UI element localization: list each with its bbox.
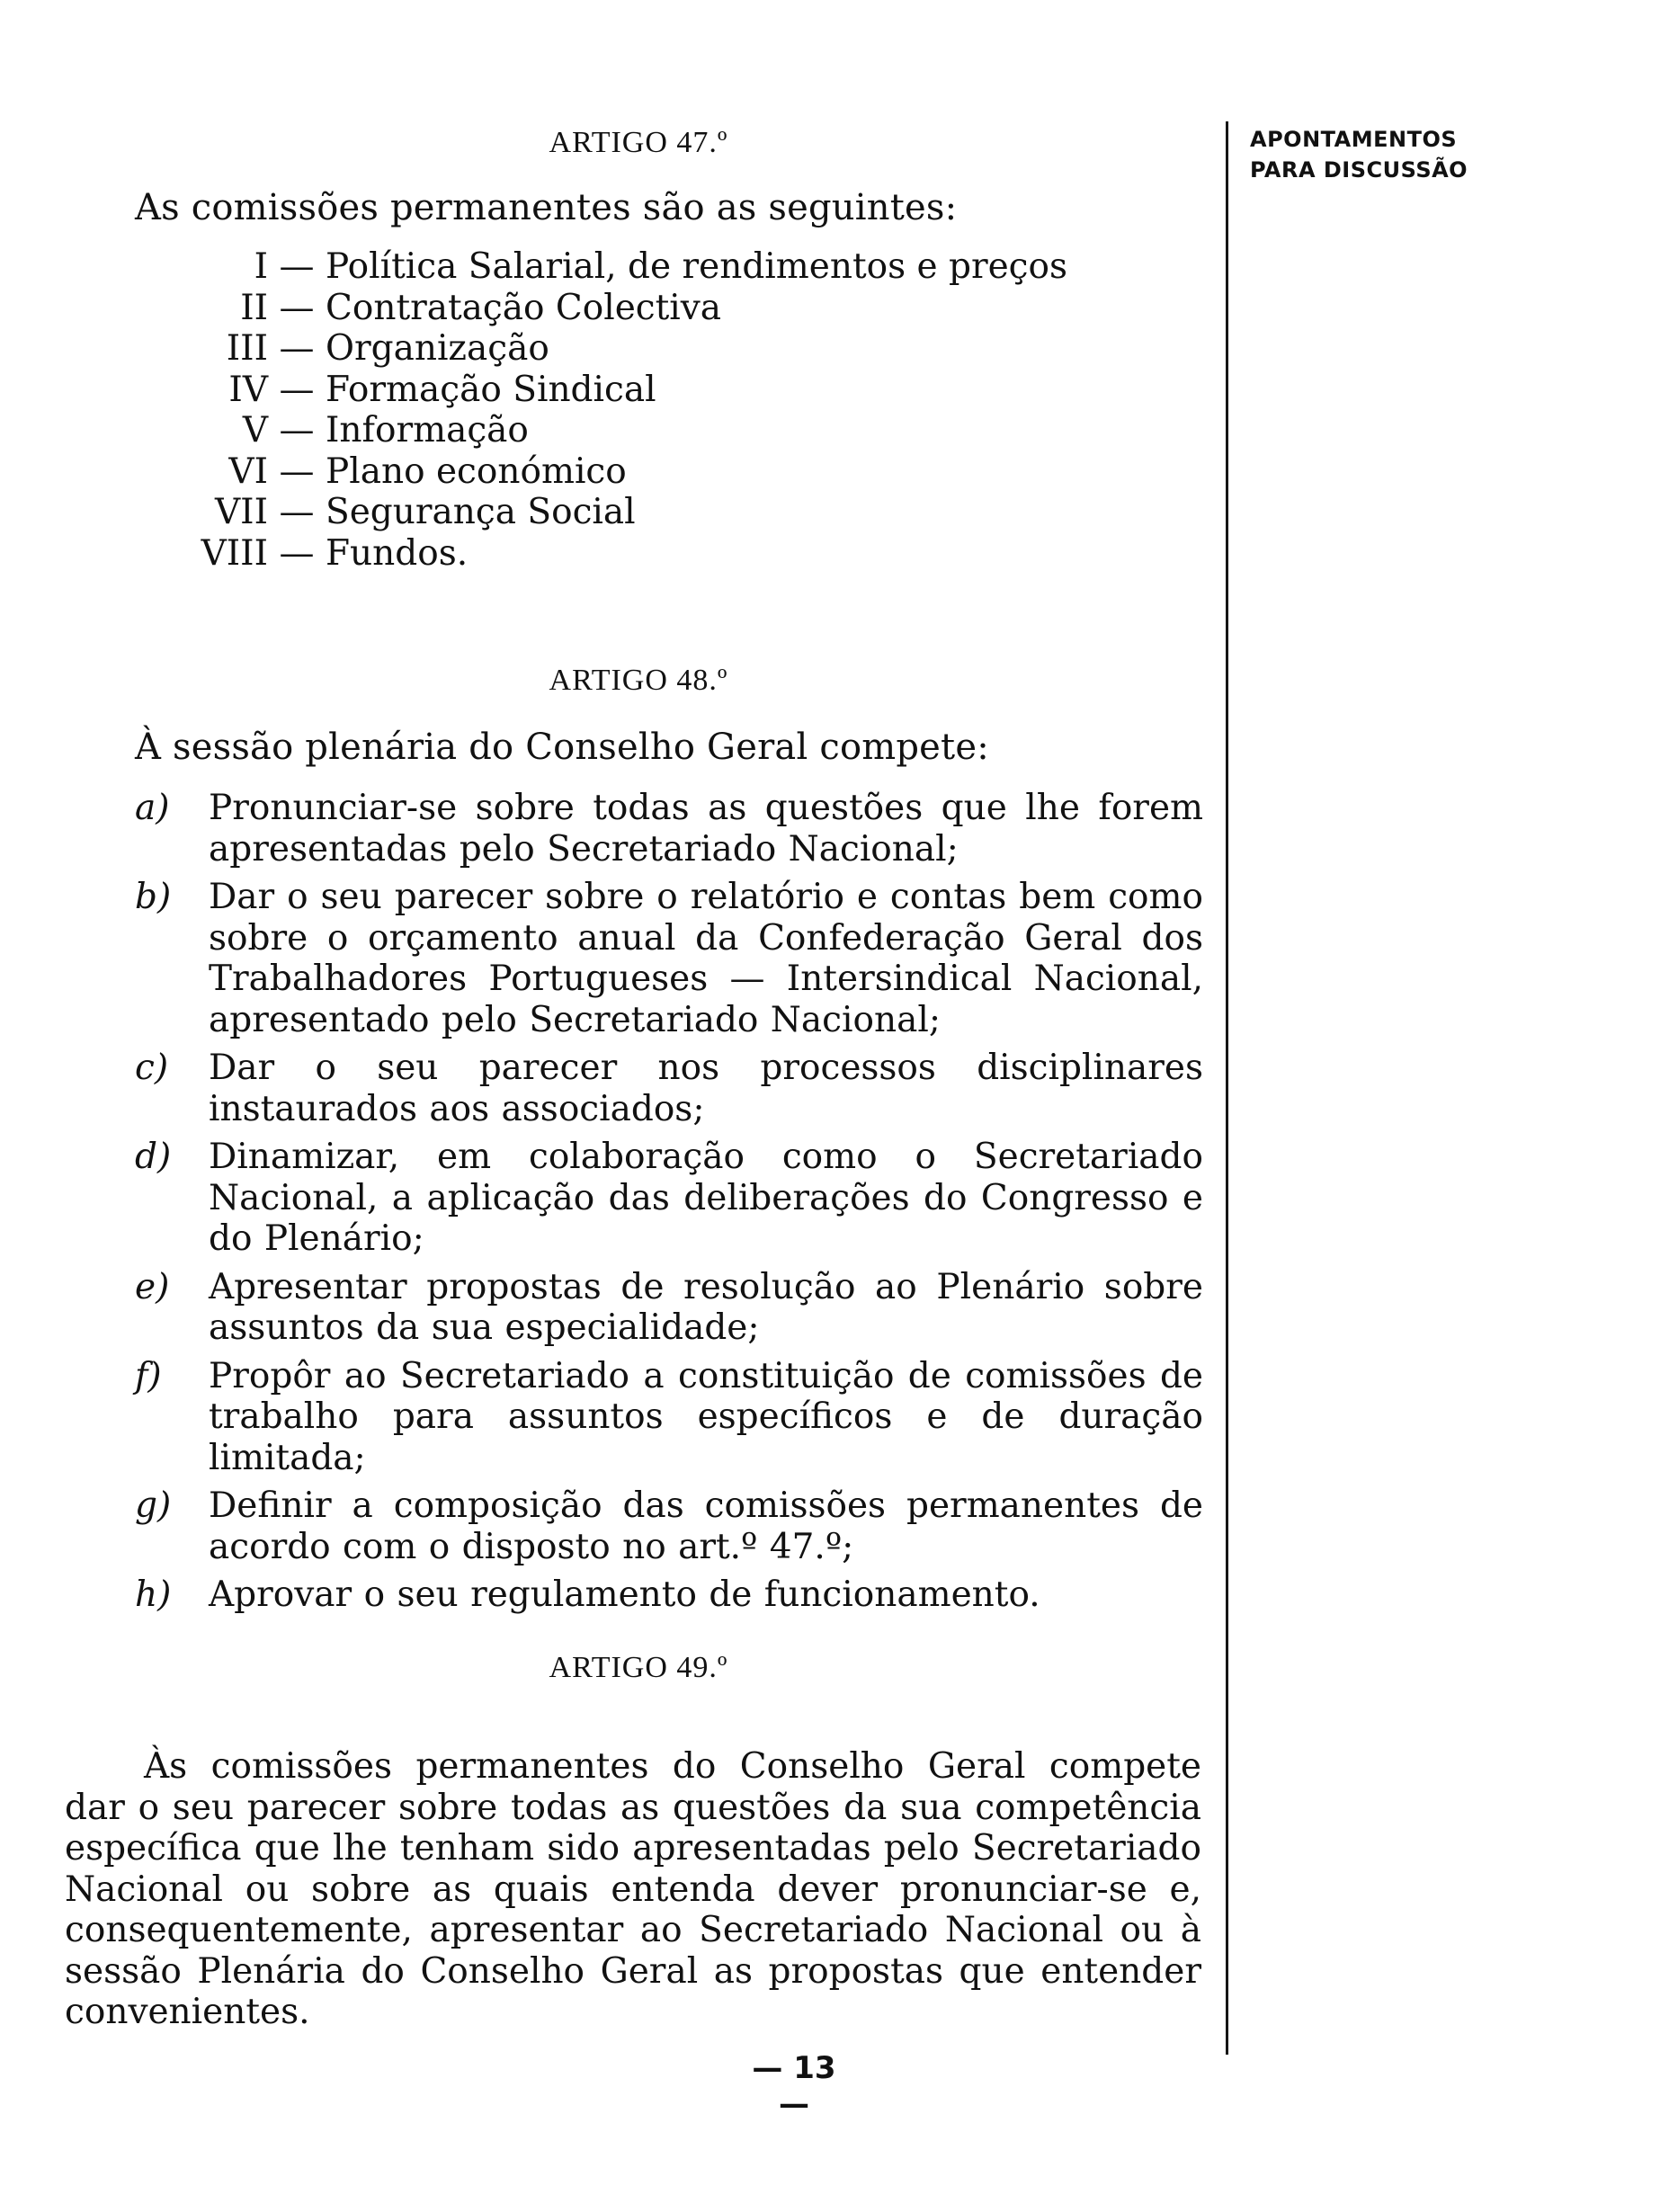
list-item: [135, 246, 1067, 288]
item-text: Propôr ao Secretariado a constituição de comissões de trabalho para assuntos específicos e de duração limitada;: [209, 1355, 1203, 1478]
item-text: Fundos.: [326, 532, 469, 574]
dash: —: [279, 287, 315, 328]
artigo-48-heading: ARTIGO 48.º: [549, 664, 728, 697]
dash: —: [279, 246, 315, 287]
list-item: [135, 328, 1067, 370]
dash: —: [279, 369, 315, 410]
dash: —: [279, 532, 315, 574]
list-item: [135, 877, 1203, 1040]
list-item: [135, 1485, 1203, 1567]
artigo-47-list: [135, 246, 1067, 574]
artigo-48-lead: À sessão plenária do Conselho Geral compete:: [135, 727, 989, 768]
roman-numeral: V: [242, 410, 268, 450]
roman-numeral: VII: [215, 492, 268, 532]
dash: —: [279, 410, 315, 450]
artigo-47-heading: ARTIGO 47.º: [549, 126, 728, 159]
roman-numeral: I: [254, 246, 268, 287]
margin-note: [1250, 124, 1468, 185]
artigo-47-lead: As comissões permanentes são as seguintes:: [135, 187, 958, 228]
item-text: Segurança Social: [326, 492, 636, 532]
list-item: [135, 492, 1067, 533]
item-label: c): [135, 1048, 169, 1088]
margin-note-line-1: APONTAMENTOS: [1250, 127, 1458, 152]
item-label: b): [135, 877, 172, 917]
page-number: — 13 —: [752, 2050, 836, 2122]
margin-note-line-2: PARA DISCUSSÃO: [1250, 157, 1468, 183]
roman-numeral: III: [226, 328, 268, 369]
item-text: Contratação Colectiva: [326, 287, 722, 328]
item-label: a): [135, 788, 170, 828]
item-text: Informação: [326, 410, 529, 450]
roman-numeral: VI: [228, 450, 268, 492]
list-item: [135, 788, 1203, 870]
item-text: Plano económico: [326, 450, 627, 492]
item-text: Aprovar o seu regulamento de funcionamento.: [209, 1574, 1040, 1615]
roman-numeral: II: [240, 287, 268, 328]
list-item: [135, 1137, 1203, 1260]
item-text: Dinamizar, em colaboração como o Secretariado Nacional, a aplicação das deliberações do Congresso e do Plenário;: [209, 1137, 1203, 1259]
item-label: d): [135, 1137, 172, 1177]
list-item: [135, 288, 1067, 329]
artigo-49-heading: ARTIGO 49.º: [549, 1651, 728, 1684]
item-label: e): [135, 1266, 170, 1307]
list-item: [135, 1574, 1203, 1616]
dash: —: [279, 328, 315, 369]
item-text: Definir a composição das comissões permanentes de acordo com o disposto no art.º 47.º;: [209, 1485, 1203, 1567]
roman-numeral: IV: [228, 369, 268, 410]
dash: —: [279, 492, 315, 532]
artigo-48-list: [135, 788, 1203, 1623]
dash: —: [279, 450, 315, 492]
item-label: g): [135, 1485, 172, 1526]
list-item: [135, 1356, 1203, 1479]
item-text: Política Salarial, de rendimentos e preços: [326, 246, 1068, 287]
list-item: [135, 1048, 1203, 1129]
item-text: Organização: [326, 328, 549, 369]
list-item: [135, 410, 1067, 451]
list-item: [135, 370, 1067, 411]
item-text: Dar o seu parecer sobre o relatório e contas bem como sobre o orçamento anual da Confederação Geral dos Trabalhadores Portugueses — Intersindical Nacional, apresentado pelo Secretariado Nacional;: [209, 877, 1203, 1040]
item-text: Formação Sindical: [326, 369, 656, 410]
item-label: f): [135, 1355, 162, 1396]
item-text: Dar o seu parecer nos processos disciplinares instaurados aos associados;: [209, 1048, 1203, 1129]
artigo-49-paragraph: Às comissões permanentes do Conselho Geral compete dar o seu parecer sobre todas as questões da sua competência específica que lhe tenham sido apresentadas pelo Secretariado Nacional ou sobre as quais entenda dever pronunciar-se e, consequentemente, apresentar ao Secretariado Nacional ou à sessão Plenária do Conselho Geral as propostas que entender convenientes.: [65, 1746, 1201, 2032]
roman-numeral: VIII: [201, 532, 268, 574]
item-label: h): [135, 1574, 172, 1615]
item-text: Pronunciar-se sobre todas as questões que lhe forem apresentadas pelo Secretariado Nacional;: [209, 788, 1203, 870]
list-item: [135, 533, 1067, 575]
margin-divider-line: [1226, 121, 1228, 2055]
list-item: [135, 451, 1067, 493]
list-item: [135, 1267, 1203, 1349]
item-text: Apresentar propostas de resolução ao Plenário sobre assuntos da sua especialidade;: [209, 1266, 1203, 1348]
